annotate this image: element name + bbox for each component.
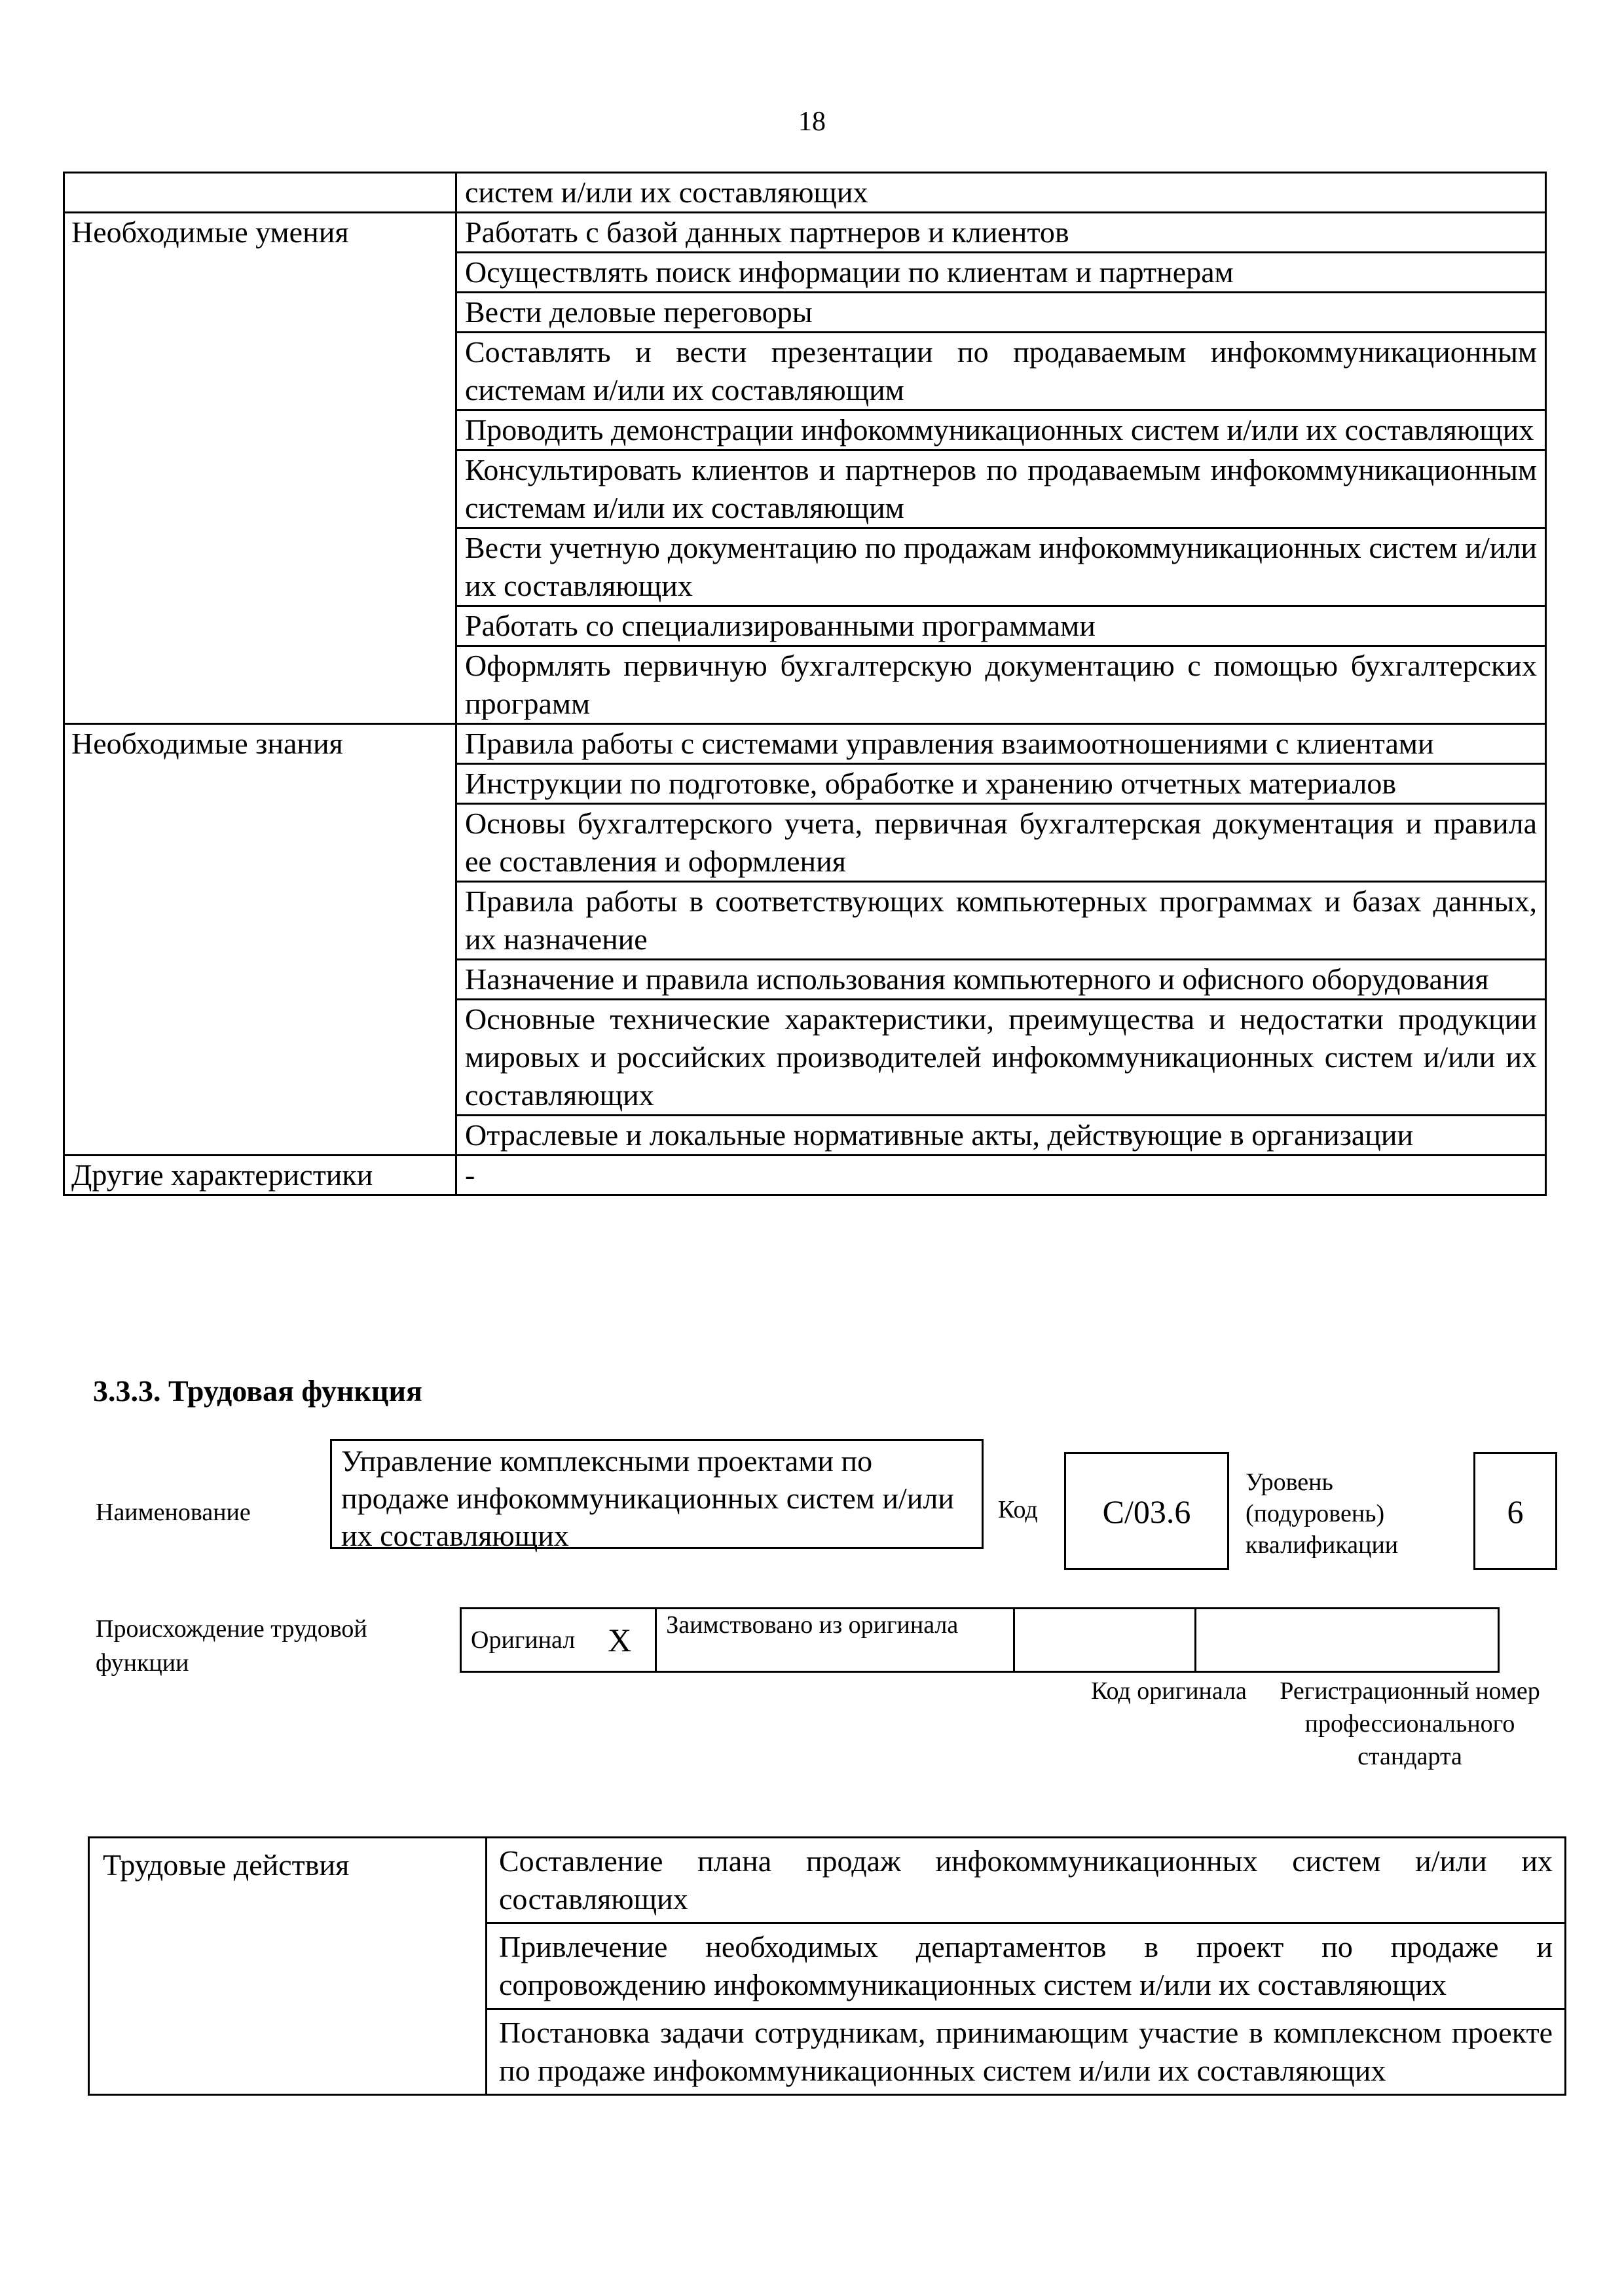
page-number: 18 xyxy=(798,107,826,137)
section-title: 3.3.3. Трудовая функция xyxy=(93,1374,422,1408)
skill-item: Работать с базой данных партнеров и клиентов xyxy=(456,213,1546,253)
table-row xyxy=(64,1156,1546,1195)
level-label xyxy=(1246,1467,1455,1561)
skill-item: Вести учетную документацию по продажам инфокоммуникационных систем и/или их составляющих xyxy=(456,528,1546,606)
knowledge-item: Основные технические характеристики, преимущества и недостатки продукции мировых и российских производителей инфокоммуникационных систем и/или их составляющих xyxy=(456,1000,1546,1116)
action-item: Постановка задачи сотрудникам, принимающим участие в комплексном проекте по продаже инфокоммуникационных систем и/или их составляющих xyxy=(487,2009,1566,2095)
skill-item: Составлять и вести презентации по продаваемым инфокоммуникационным системам и/или их составляющим xyxy=(456,333,1546,410)
knowledge-label: Необходимые знания xyxy=(64,724,456,1156)
original-label: Оригинал xyxy=(461,1609,585,1672)
characteristics-table xyxy=(63,172,1547,1196)
origin-label: Происхождение трудовой функции xyxy=(96,1615,367,1677)
other-value: - xyxy=(456,1156,1546,1195)
skill-item: Проводить демонстрации инфокоммуникационных систем и/или их составляющих xyxy=(456,410,1546,450)
reg-number-cell xyxy=(1196,1609,1499,1672)
name-label: Наименование xyxy=(96,1499,251,1526)
skill-item: Работать со специализированными программами xyxy=(456,606,1546,646)
knowledge-item: Правила работы в соответствующих компьютерных программах и базах данных, их назначение xyxy=(456,882,1546,960)
reg-caption: Регистрационный номер профессионального стандарта xyxy=(1280,1677,1540,1770)
table-row xyxy=(461,1609,1499,1672)
skills-label: Необходимые умения xyxy=(64,213,456,724)
knowledge-item: Основы бухгалтерского учета, первичная бухгалтерская документация и правила ее составления и оформления xyxy=(456,804,1546,882)
skill-item: Осуществлять поиск информации по клиентам и партнерам xyxy=(456,253,1546,293)
name-value: Управление комплексными проектами по продаже инфокоммуникационных систем и/или их составляющих xyxy=(330,1439,984,1549)
level-label-line: Уровень xyxy=(1246,1468,1333,1496)
original-code-cell xyxy=(1014,1609,1196,1672)
skill-item: Оформлять первичную бухгалтерскую документацию с помощью бухгалтерских программ xyxy=(456,646,1546,724)
original-mark: X xyxy=(584,1609,656,1672)
knowledge-item: Инструкции по подготовке, обработке и хранению отчетных материалов xyxy=(456,764,1546,804)
table-row xyxy=(64,213,1546,253)
level-label-line: квалификации xyxy=(1246,1531,1399,1559)
knowledge-item: Назначение и правила использования компьютерного и офисного оборудования xyxy=(456,960,1546,1000)
code-label: Код xyxy=(998,1496,1038,1523)
borrowed-label: Заимствовано из оригинала xyxy=(656,1609,1014,1672)
actions-label: Трудовые действия xyxy=(89,1838,487,2095)
code-value: C/03.6 xyxy=(1064,1452,1229,1570)
level-value: 6 xyxy=(1473,1452,1557,1570)
table-row xyxy=(64,173,1546,213)
table-row xyxy=(89,1838,1566,1923)
action-item: Составление плана продаж инфокоммуникационных систем и/или их составляющих xyxy=(487,1838,1566,1923)
skill-item: Вести деловые переговоры xyxy=(456,293,1546,333)
skill-item: Консультировать клиентов и партнеров по продаваемым инфокоммуникационным системам и/или их составляющим xyxy=(456,450,1546,528)
table-row xyxy=(64,724,1546,764)
code-caption: Код оригинала xyxy=(1091,1677,1247,1705)
other-label: Другие характеристики xyxy=(64,1156,456,1195)
action-item: Привлечение необходимых департаментов в проект по продаже и сопровождению инфокоммуникационных систем и/или их составляющих xyxy=(487,1923,1566,2009)
knowledge-item: Правила работы с системами управления взаимоотношениями с клиентами xyxy=(456,724,1546,764)
origin-table xyxy=(460,1607,1500,1673)
row-label-empty xyxy=(64,173,456,213)
level-label-line: (подуровень) xyxy=(1246,1500,1385,1527)
labor-actions-table xyxy=(88,1836,1566,2096)
table-cell: систем и/или их составляющих xyxy=(456,173,1546,213)
knowledge-item: Отраслевые и локальные нормативные акты, действующие в организации xyxy=(456,1116,1546,1156)
